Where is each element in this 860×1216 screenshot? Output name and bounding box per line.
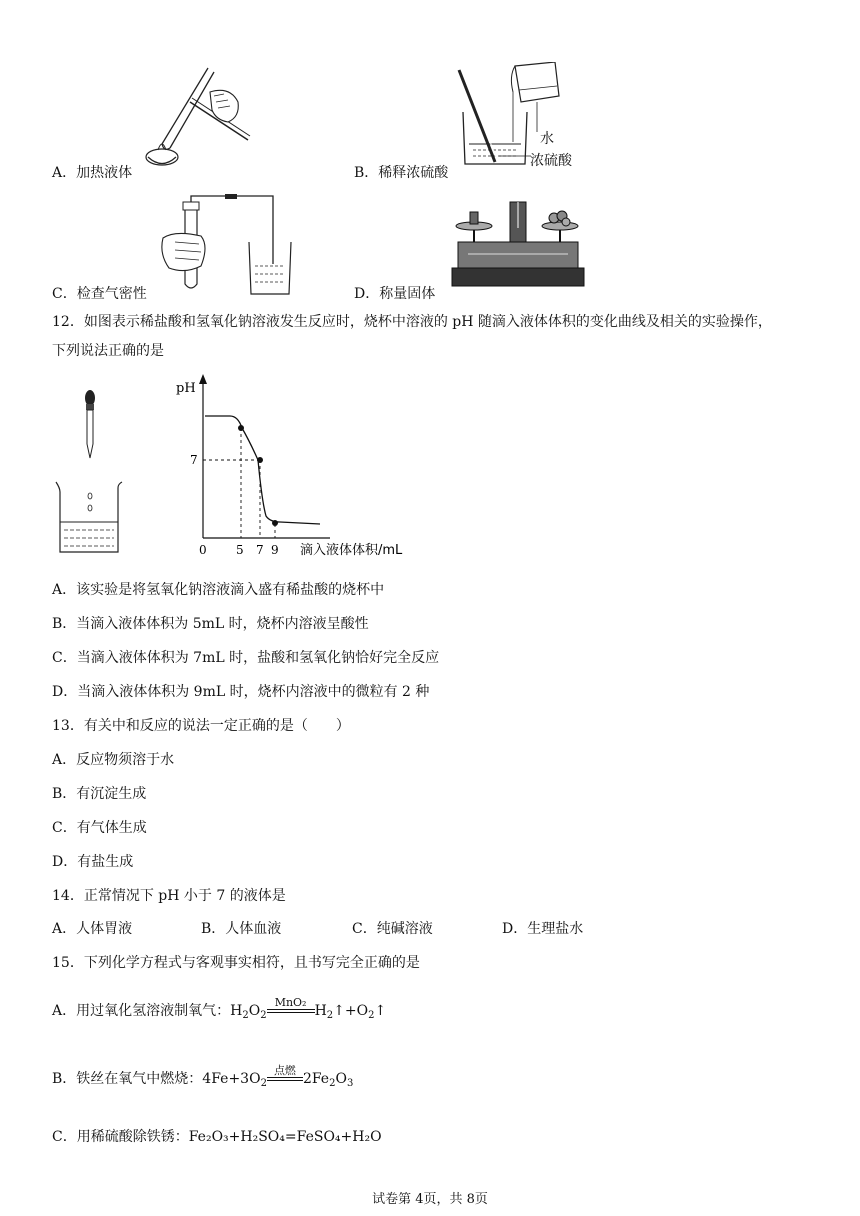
q12-option-a[interactable]: A．该实验是将氢氧化钠溶液滴入盛有稀盐酸的烧杯中 — [52, 582, 385, 598]
q14-option-c[interactable]: C．纯碱溶液 — [352, 921, 433, 937]
q12-option-c[interactable]: C．当滴入液体体积为 7mL 时，盐酸和氢氧化钠恰好完全反应 — [52, 650, 440, 666]
q15-option-a-rhs: $H_2↑+O_2↑$ — [314, 1003, 387, 1021]
q15-option-b-condition: 点燃 — [267, 1065, 303, 1081]
q13-option-b[interactable]: B．有沉淀生成 — [52, 786, 147, 802]
q11-option-a[interactable]: A．加热液体 — [52, 165, 133, 181]
q15-stem: 15．下列化学方程式与客观事实相符，且书写完全正确的是 — [52, 955, 420, 971]
q15-option-c[interactable] — [52, 1126, 382, 1146]
q15-option-b[interactable] — [52, 1064, 354, 1089]
y-tick-7: 7 — [190, 453, 198, 467]
q13-option-c[interactable]: C．有气体生成 — [52, 820, 147, 836]
q15-option-c-equation: Fe₂O₃+H₂SO₄=FeSO₄+H₂O — [188, 1129, 382, 1145]
q15-option-a-condition: MnO₂ — [267, 997, 315, 1013]
q15-option-b-rhs: $2Fe_2O_3$ — [302, 1071, 354, 1089]
heating-liquid-figure — [140, 62, 255, 174]
x-tick-9: 9 — [271, 543, 279, 557]
q14-stem: 14．正常情况下 pH 小于 7 的液体是 — [52, 888, 286, 904]
dropper-beaker-figure — [52, 384, 124, 556]
x-tick-0: 0 — [199, 543, 207, 557]
ph-curve — [205, 416, 320, 524]
q12-option-b[interactable]: B．当滴入液体体积为 5mL 时，烧杯内溶液呈酸性 — [52, 616, 369, 632]
q14-option-b[interactable]: B．人体血液 — [201, 921, 282, 937]
page-footer: 试卷第 4页，共 8页 — [372, 1192, 488, 1207]
x-tick-7: 7 — [256, 543, 264, 557]
q15-option-a-lhs: $H_2O_2$ — [230, 1003, 267, 1021]
water-label: 水 — [540, 131, 554, 147]
concentrated-acid-label: 浓硫酸 — [530, 153, 572, 169]
point-x7 — [257, 457, 263, 463]
point-x9 — [272, 520, 278, 526]
q15-option-a-text: A．用过氧化氢溶液制氧气： — [52, 1003, 231, 1019]
q15-option-b-lhs: $4Fe+3O_2$ — [202, 1071, 267, 1089]
q12-stem-line2: 下列说法正确的是 — [52, 343, 164, 359]
point-x5 — [238, 425, 244, 431]
q14-option-a[interactable]: A．人体胃液 — [52, 921, 133, 937]
q11-option-b[interactable]: B．稀释浓硫酸 — [354, 165, 449, 181]
q13-option-a[interactable]: A．反应物须溶于水 — [52, 752, 175, 768]
q13-option-d[interactable]: D．有盐生成 — [52, 854, 134, 870]
q14-option-d[interactable]: D．生理盐水 — [502, 921, 584, 937]
q15-option-b-text: B．铁丝在氧气中燃烧： — [52, 1071, 203, 1087]
q15-option-a[interactable] — [52, 996, 387, 1021]
x-axis-label: 滴入液体体积/mL — [300, 543, 403, 558]
q11-option-c[interactable]: C．检查气密性 — [52, 286, 147, 302]
q15-option-c-text: C．用稀硫酸除铁锈： — [52, 1129, 189, 1145]
q13-stem: 13．有关中和反应的说法一定正确的是（ ） — [52, 718, 350, 734]
airtightness-figure — [155, 194, 295, 296]
y-axis-arrow — [199, 374, 207, 384]
ph-chart — [170, 372, 460, 560]
q12-option-d[interactable]: D．当滴入液体体积为 9mL 时，烧杯内溶液中的微粒有 2 种 — [52, 684, 430, 700]
q12-stem-line1: 12．如图表示稀盐酸和氢氧化钠溶液发生反应时，烧杯中溶液的 pH 随滴入液体体积的变化曲线及相关的实验操作， — [52, 314, 772, 330]
x-tick-5: 5 — [236, 543, 244, 557]
q11-option-d[interactable]: D．称量固体 — [354, 286, 436, 302]
y-axis-label: pH — [176, 381, 196, 396]
balance-figure — [448, 198, 588, 290]
